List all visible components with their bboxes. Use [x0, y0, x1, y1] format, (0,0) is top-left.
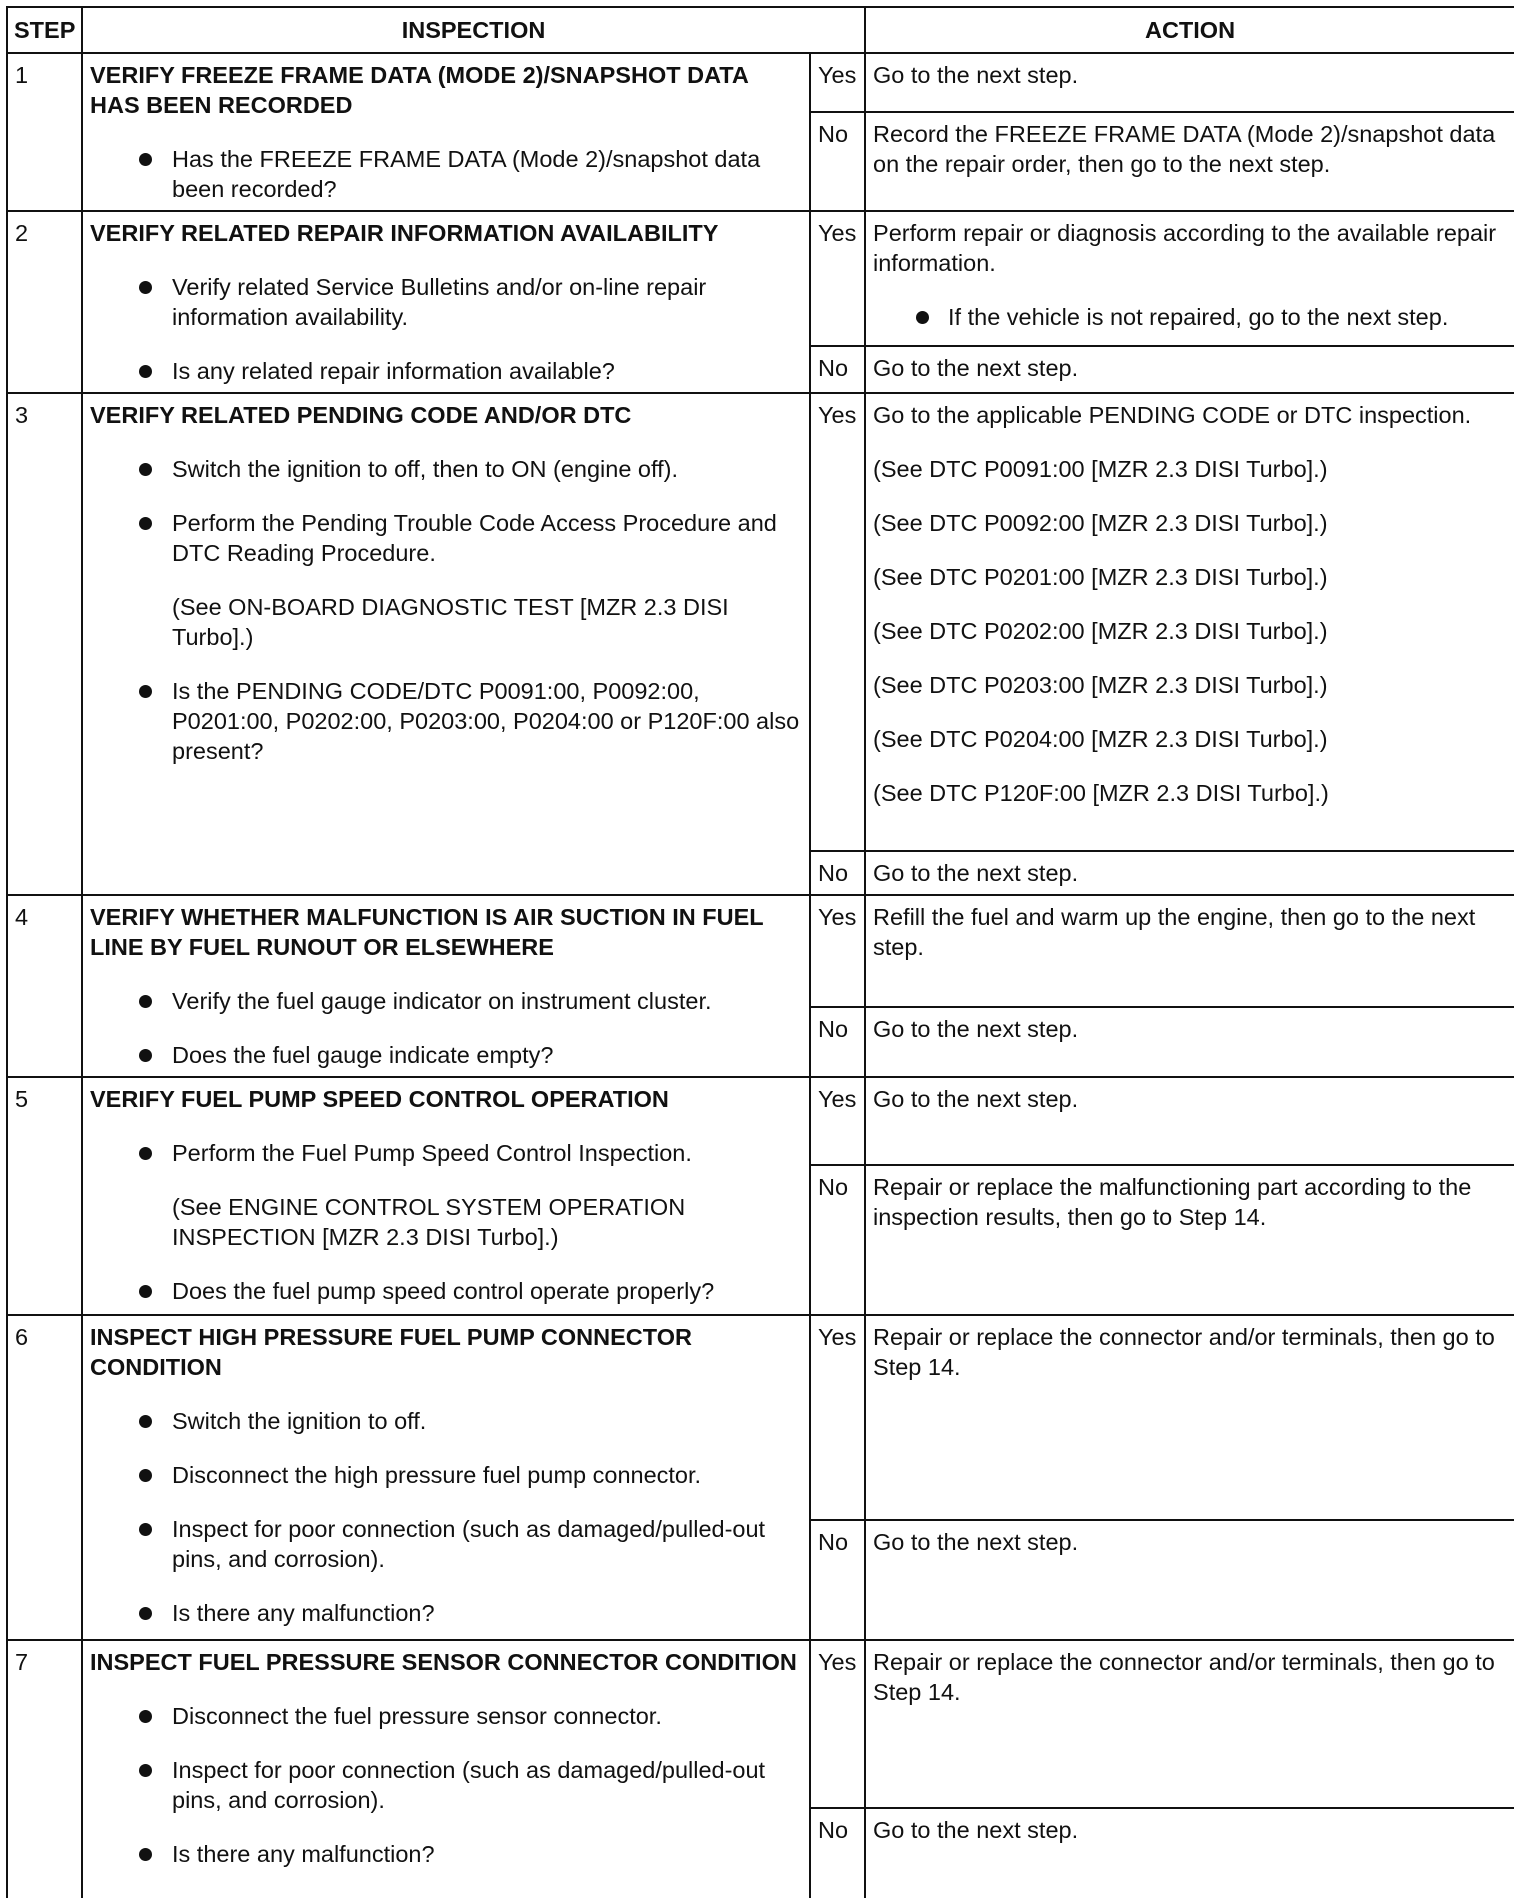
- yes-label: Yes: [810, 1640, 865, 1808]
- step-7-inspection: [82, 1640, 810, 1898]
- inspection-list: [90, 1138, 802, 1168]
- inspection-list: [90, 272, 802, 386]
- dtc-reference: (See DTC P0203:00 [MZR 2.3 DISI Turbo].): [873, 672, 1328, 698]
- action-text: Perform repair or diagnosis according to the available repair information.: [873, 220, 1497, 276]
- yes-label: Yes: [810, 1315, 865, 1520]
- inspection-item: Perform the Pending Trouble Code Access Procedure and DTC Reading Procedure.: [90, 508, 802, 568]
- inspection-list: [90, 986, 802, 1070]
- yes-action: [865, 1077, 1514, 1165]
- step-number: 3: [7, 393, 82, 895]
- inspection-note: (See ENGINE CONTROL SYSTEM OPERATION INSPECTION [MZR 2.3 DISI Turbo].): [172, 1194, 686, 1250]
- step-1-yes-row: [7, 53, 1514, 112]
- no-action: [865, 112, 1514, 211]
- inspection-title: VERIFY RELATED PENDING CODE AND/OR DTC: [90, 402, 632, 428]
- inspection-title: INSPECT HIGH PRESSURE FUEL PUMP CONNECTOR CONDITION: [90, 1324, 692, 1380]
- yes-action: [865, 211, 1514, 346]
- inspection-list: [90, 454, 802, 568]
- action-text: Go to the next step.: [873, 1529, 1079, 1555]
- inspection-item: Disconnect the fuel pressure sensor connector.: [90, 1701, 802, 1731]
- yes-label: Yes: [810, 895, 865, 1007]
- action-sub-item: If the vehicle is not repaired, go to the next step.: [873, 302, 1507, 332]
- table-header-row: [7, 7, 1514, 53]
- yes-action: [865, 53, 1514, 112]
- action-text: Repair or replace the connector and/or terminals, then go to Step 14.: [873, 1324, 1495, 1380]
- step-4-inspection: [82, 895, 810, 1077]
- dtc-reference: (See DTC P0092:00 [MZR 2.3 DISI Turbo].): [873, 510, 1328, 536]
- action-text: Record the FREEZE FRAME DATA (Mode 2)/snapshot data on the repair order, then go to the next step.: [873, 121, 1496, 178]
- action-text: Repair or replace the malfunctioning part according to the inspection results, then go to Step 14.: [873, 1174, 1472, 1230]
- inspection-item: Is any related repair information available?: [90, 356, 802, 386]
- inspection-item: Does the fuel pump speed control operate properly?: [90, 1276, 802, 1306]
- yes-label: Yes: [810, 393, 865, 851]
- step-5-yes-row: [7, 1077, 1514, 1165]
- header-step: STEP: [7, 7, 82, 53]
- no-action: [865, 1165, 1514, 1315]
- no-label: No: [810, 1165, 865, 1315]
- step-number: 7: [7, 1640, 82, 1898]
- inspection-title: VERIFY RELATED REPAIR INFORMATION AVAILABILITY: [90, 220, 719, 246]
- inspection-title: INSPECT FUEL PRESSURE SENSOR CONNECTOR CONDITION: [90, 1649, 797, 1675]
- no-action: [865, 1007, 1514, 1077]
- step-2-inspection: [82, 211, 810, 393]
- action-text: Go to the next step.: [873, 62, 1079, 88]
- action-text: Repair or replace the connector and/or terminals, then go to Step 14.: [873, 1649, 1495, 1705]
- inspection-list: [90, 144, 802, 204]
- yes-action: [865, 1640, 1514, 1808]
- inspection-item: Switch the ignition to off.: [90, 1406, 802, 1436]
- step-6-yes-row: [7, 1315, 1514, 1520]
- action-text: Go to the next step.: [873, 1086, 1079, 1112]
- no-label: No: [810, 1520, 865, 1640]
- inspection-item: Switch the ignition to off, then to ON (engine off).: [90, 454, 802, 484]
- no-label: No: [810, 112, 865, 211]
- dtc-reference: (See DTC P120F:00 [MZR 2.3 DISI Turbo].): [873, 780, 1329, 806]
- inspection-title: VERIFY WHETHER MALFUNCTION IS AIR SUCTION IN FUEL LINE BY FUEL RUNOUT OR ELSEWHERE: [90, 904, 764, 960]
- inspection-note: (See ON-BOARD DIAGNOSTIC TEST [MZR 2.3 DISI Turbo].): [172, 594, 729, 650]
- dtc-reference: (See DTC P0091:00 [MZR 2.3 DISI Turbo].): [873, 456, 1328, 482]
- header-inspection: INSPECTION: [82, 7, 865, 53]
- no-action: [865, 851, 1514, 895]
- no-label: No: [810, 1007, 865, 1077]
- yes-action: [865, 895, 1514, 1007]
- inspection-item: Has the FREEZE FRAME DATA (Mode 2)/snapshot data been recorded?: [90, 144, 802, 204]
- step-number: 5: [7, 1077, 82, 1315]
- step-number: 4: [7, 895, 82, 1077]
- action-text: Go to the next step.: [873, 860, 1079, 886]
- step-4-yes-row: [7, 895, 1514, 1007]
- step-7-yes-row: [7, 1640, 1514, 1808]
- no-action: [865, 1520, 1514, 1640]
- inspection-item: Perform the Fuel Pump Speed Control Inspection.: [90, 1138, 802, 1168]
- yes-label: Yes: [810, 211, 865, 346]
- no-action: [865, 1808, 1514, 1898]
- inspection-list: [90, 676, 802, 766]
- dtc-reference: (See DTC P0204:00 [MZR 2.3 DISI Turbo].): [873, 726, 1328, 752]
- no-action: [865, 346, 1514, 393]
- action-text: Go to the next step.: [873, 1817, 1079, 1843]
- yes-action: [865, 1315, 1514, 1520]
- inspection-list: [90, 1276, 802, 1306]
- yes-label: Yes: [810, 53, 865, 112]
- action-text: Refill the fuel and warm up the engine, then go to the next step.: [873, 904, 1476, 960]
- step-2-yes-row: [7, 211, 1514, 346]
- inspection-item: Inspect for poor connection (such as damaged/pulled-out pins, and corrosion).: [90, 1755, 802, 1815]
- dtc-reference: (See DTC P0202:00 [MZR 2.3 DISI Turbo].): [873, 618, 1328, 644]
- inspection-item: Inspect for poor connection (such as damaged/pulled-out pins, and corrosion).: [90, 1514, 802, 1574]
- inspection-item: Does the fuel gauge indicate empty?: [90, 1040, 802, 1070]
- step-5-inspection: [82, 1077, 810, 1315]
- action-sub-list: [873, 302, 1507, 332]
- no-label: No: [810, 851, 865, 895]
- header-action: ACTION: [865, 7, 1514, 53]
- step-number: 1: [7, 53, 82, 211]
- step-6-inspection: [82, 1315, 810, 1640]
- inspection-title: VERIFY FREEZE FRAME DATA (MODE 2)/SNAPSHOT DATA HAS BEEN RECORDED: [90, 62, 749, 118]
- inspection-title: VERIFY FUEL PUMP SPEED CONTROL OPERATION: [90, 1086, 669, 1112]
- action-text: Go to the next step.: [873, 355, 1079, 382]
- diagnostic-table: [6, 6, 1514, 1898]
- no-label: No: [810, 346, 865, 393]
- yes-action: [865, 393, 1514, 851]
- dtc-reference: (See DTC P0201:00 [MZR 2.3 DISI Turbo].): [873, 564, 1328, 590]
- step-number: 2: [7, 211, 82, 393]
- inspection-list: [90, 1701, 802, 1869]
- action-text: Go to the applicable PENDING CODE or DTC inspection.: [873, 402, 1472, 428]
- inspection-item: Verify related Service Bulletins and/or on-line repair information availability.: [90, 272, 802, 332]
- inspection-list: [90, 1406, 802, 1628]
- yes-label: Yes: [810, 1077, 865, 1165]
- no-label: No: [810, 1808, 865, 1898]
- inspection-item: Is there any malfunction?: [90, 1839, 802, 1869]
- step-3-yes-row: [7, 393, 1514, 851]
- inspection-item: Is there any malfunction?: [90, 1598, 802, 1628]
- step-3-inspection: [82, 393, 810, 895]
- action-text: Go to the next step.: [873, 1016, 1079, 1043]
- diagnostic-procedure: [6, 6, 1514, 1898]
- step-number: 6: [7, 1315, 82, 1640]
- inspection-item: Is the PENDING CODE/DTC P0091:00, P0092:00, P0201:00, P0202:00, P0203:00, P0204:00 or P120F:00 also present?: [90, 676, 802, 766]
- step-1-inspection: [82, 53, 810, 211]
- inspection-item: Verify the fuel gauge indicator on instrument cluster.: [90, 986, 802, 1016]
- inspection-item: Disconnect the high pressure fuel pump connector.: [90, 1460, 802, 1490]
